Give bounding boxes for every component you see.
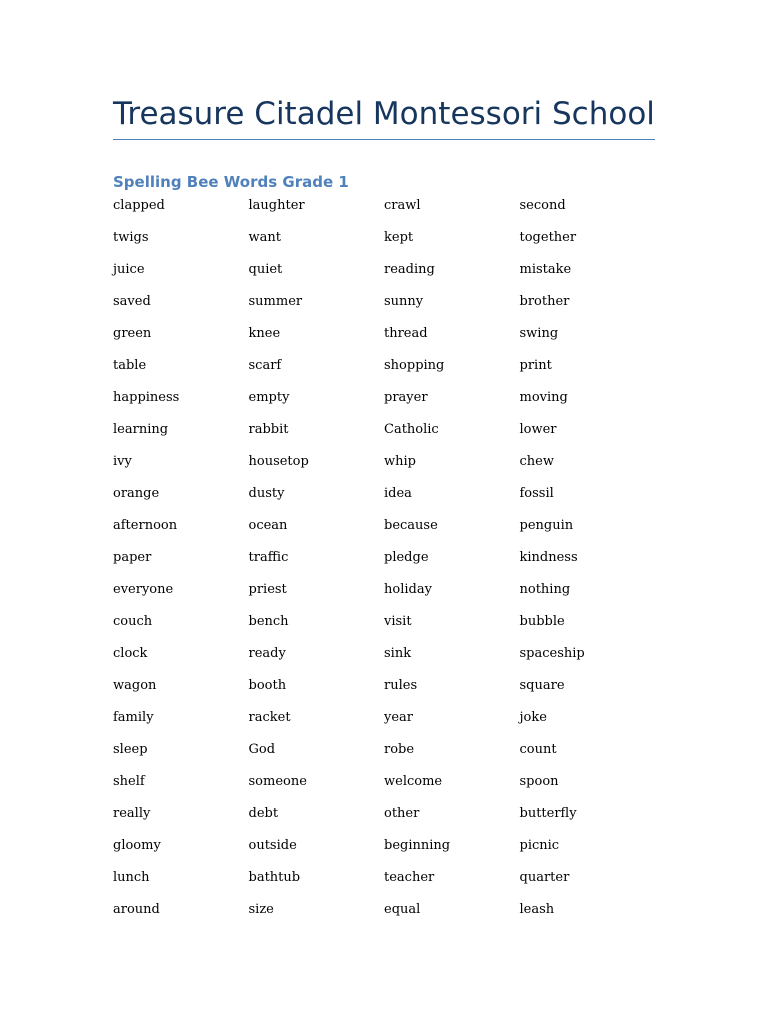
spelling-word: knee	[248, 326, 281, 341]
spelling-word: happiness	[113, 390, 180, 405]
spelling-word: bubble	[519, 614, 565, 629]
spelling-word: spaceship	[519, 646, 585, 661]
spelling-word: print	[519, 358, 552, 373]
spelling-word: shopping	[384, 358, 445, 373]
spelling-word: butterfly	[519, 806, 577, 821]
spelling-word: second	[519, 198, 566, 213]
spelling-word: family	[113, 710, 154, 725]
spelling-word: really	[113, 806, 151, 821]
spelling-word: green	[113, 326, 152, 341]
spelling-word: wagon	[113, 678, 157, 693]
spelling-word: prayer	[384, 390, 428, 405]
spelling-word: want	[248, 230, 281, 245]
spelling-word: chew	[519, 454, 554, 469]
title-underline-rule	[113, 139, 655, 140]
spelling-word: debt	[248, 806, 279, 821]
spelling-word: dusty	[248, 486, 285, 501]
spelling-word: empty	[248, 390, 290, 405]
spelling-word: nothing	[519, 582, 571, 597]
spelling-word: saved	[113, 294, 151, 309]
spelling-word: clapped	[113, 198, 165, 213]
spelling-word: picnic	[519, 838, 560, 853]
spelling-word: shelf	[113, 774, 145, 789]
spelling-word: juice	[113, 262, 145, 277]
spelling-word: gloomy	[113, 838, 161, 853]
spelling-word: around	[113, 902, 160, 917]
spelling-word: kept	[384, 230, 414, 245]
spelling-word: idea	[384, 486, 412, 501]
spelling-word: bathtub	[248, 870, 301, 885]
spelling-word: equal	[384, 902, 421, 917]
spelling-word: table	[113, 358, 147, 373]
spelling-word: kindness	[519, 550, 578, 565]
spelling-word: traffic	[248, 550, 289, 565]
spelling-word: booth	[248, 678, 287, 693]
spelling-word: ocean	[248, 518, 288, 533]
spelling-word: quarter	[519, 870, 570, 885]
spelling-word: sleep	[113, 742, 148, 757]
spelling-word: sink	[384, 646, 412, 661]
spelling-word: year	[384, 710, 414, 725]
spelling-word: housetop	[248, 454, 309, 469]
spelling-word: rules	[384, 678, 418, 693]
spelling-word: learning	[113, 422, 169, 437]
spelling-word: everyone	[113, 582, 174, 597]
spelling-word: square	[519, 678, 565, 693]
spelling-word: racket	[248, 710, 291, 725]
spelling-word: twigs	[113, 230, 149, 245]
spelling-word: size	[248, 902, 274, 917]
spelling-word: laughter	[248, 198, 305, 213]
spelling-word: thread	[384, 326, 428, 341]
spelling-word: other	[384, 806, 420, 821]
document-title: Treasure Citadel Montessori School	[113, 96, 655, 132]
spelling-word: count	[519, 742, 557, 757]
spelling-word: summer	[248, 294, 303, 309]
spelling-word: crawl	[384, 198, 421, 213]
spelling-word: joke	[519, 710, 547, 725]
spelling-word: someone	[248, 774, 307, 789]
spelling-word: Catholic	[384, 422, 439, 437]
spelling-word: beginning	[384, 838, 451, 853]
spelling-word: God	[248, 742, 276, 757]
spelling-word: lower	[519, 422, 557, 437]
spelling-word: sunny	[384, 294, 424, 309]
spelling-word: leash	[519, 902, 555, 917]
spelling-word: lunch	[113, 870, 150, 885]
spelling-word: because	[384, 518, 438, 533]
spelling-word: quiet	[248, 262, 283, 277]
spelling-word: teacher	[384, 870, 435, 885]
spelling-word: ivy	[113, 454, 132, 469]
spelling-word: fossil	[519, 486, 554, 501]
spelling-word: visit	[384, 614, 412, 629]
spelling-word: clock	[113, 646, 148, 661]
spelling-word: rabbit	[248, 422, 289, 437]
spelling-word: holiday	[384, 582, 432, 597]
section-heading: Spelling Bee Words Grade 1	[113, 173, 349, 191]
spelling-word: ready	[248, 646, 286, 661]
spelling-word: welcome	[384, 774, 443, 789]
spelling-word: couch	[113, 614, 153, 629]
spelling-word: priest	[248, 582, 287, 597]
spelling-word: moving	[519, 390, 568, 405]
spelling-word-grid	[113, 196, 655, 932]
spelling-word: afternoon	[113, 518, 178, 533]
spelling-word: orange	[113, 486, 160, 501]
spelling-word: penguin	[519, 518, 574, 533]
spelling-word: outside	[248, 838, 297, 853]
spelling-word: pledge	[384, 550, 429, 565]
spelling-word: scarf	[248, 358, 282, 373]
spelling-word: reading	[384, 262, 435, 277]
spelling-word: bench	[248, 614, 289, 629]
spelling-word: spoon	[519, 774, 559, 789]
spelling-word: together	[519, 230, 577, 245]
spelling-word: swing	[519, 326, 559, 341]
spelling-word: mistake	[519, 262, 572, 277]
spelling-word: paper	[113, 550, 152, 565]
spelling-word: brother	[519, 294, 570, 309]
spelling-word: robe	[384, 742, 415, 757]
spelling-word: whip	[384, 454, 416, 469]
